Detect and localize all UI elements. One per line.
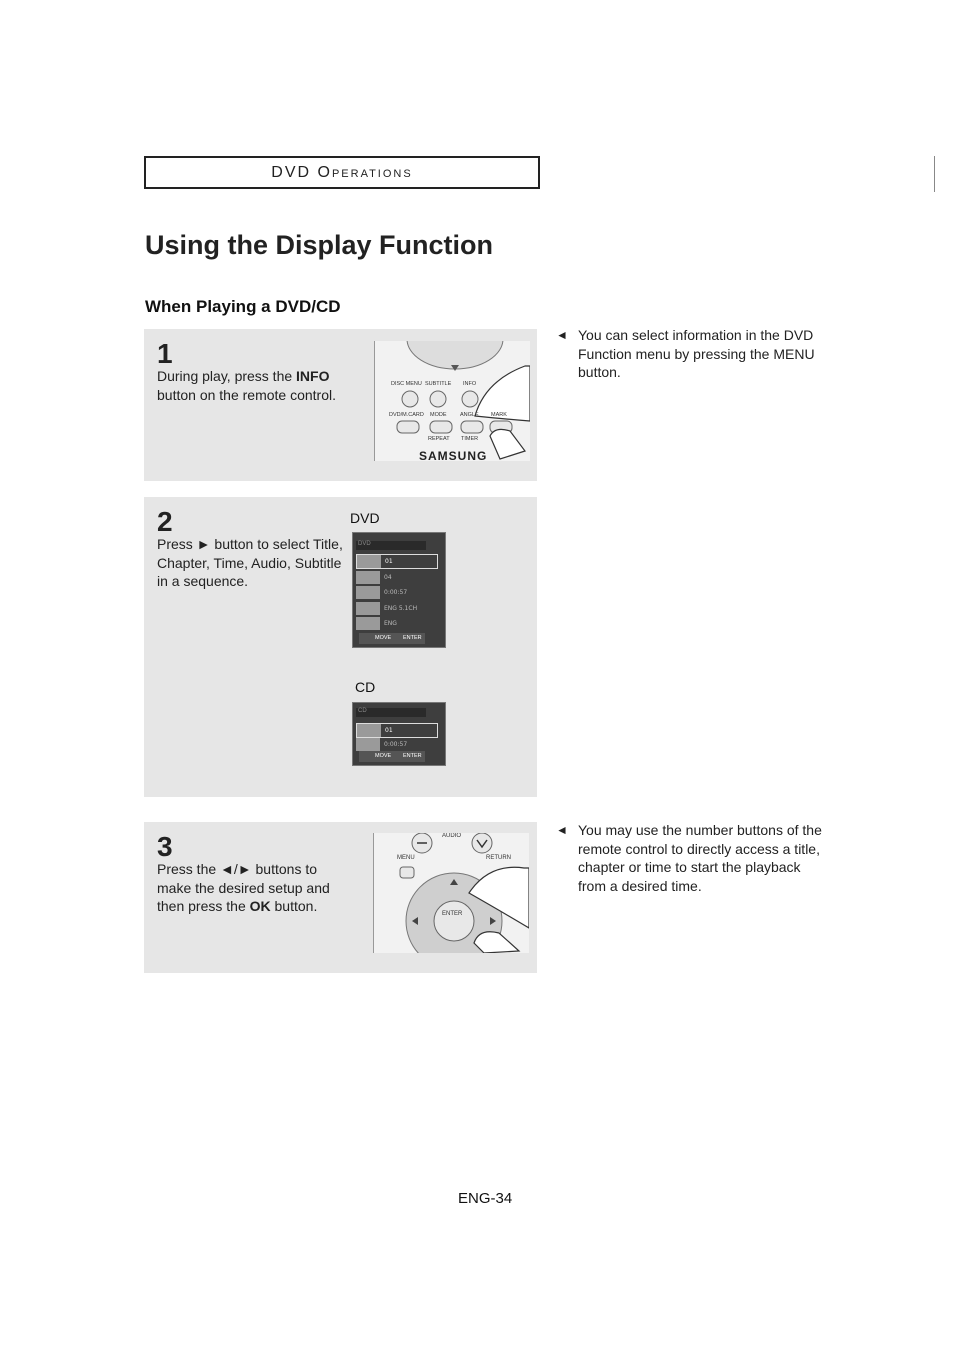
osd-row-subtitle: ENG [356, 617, 436, 630]
margin-rule [934, 156, 935, 192]
section-subtitle: When Playing a DVD/CD [145, 297, 341, 316]
disc-menu-label: DISC MENU [391, 381, 422, 387]
note-number-buttons [556, 821, 826, 895]
move-hint: MOVE [375, 753, 392, 759]
dvd-caption: DVD [350, 510, 380, 526]
osd-header: CD [356, 708, 426, 717]
note-text: You may use the number buttons of the remote control to directly access a title, chapter or time to start the playback from a desired time. [578, 822, 822, 894]
audio-label: AUDIO [442, 833, 462, 839]
time-icon [356, 586, 380, 599]
osd-row-title: 01 [356, 554, 438, 569]
enter-hint: ENTER [403, 635, 422, 641]
chapter-icon [356, 571, 380, 584]
left-arrow-icon: ◄ [556, 328, 568, 342]
mark-label: MARK [491, 412, 507, 418]
track-icon [357, 724, 381, 737]
return-label: RETURN [486, 855, 511, 861]
left-arrow-icon: ◄ [556, 823, 568, 837]
osd-row-time: 0:00:57 [356, 586, 436, 599]
osd-row-track: 01 [356, 723, 438, 738]
osd-row-audio: ENG 5.1CH [356, 602, 436, 615]
remote-illustration [374, 341, 530, 461]
enter-label: ENTER [442, 911, 463, 917]
subtitle-label: SUBTITLE [425, 381, 452, 387]
subtitle-icon [356, 617, 380, 630]
cd-osd-screen [352, 702, 446, 766]
page-title: Using the Display Function [145, 230, 494, 260]
step-instruction: During play, press the INFO button on the remote control. [157, 368, 336, 403]
note-menu [556, 326, 826, 382]
navigation-ring-graphic [374, 833, 529, 953]
osd-footer [359, 751, 425, 762]
section-header [144, 156, 540, 189]
step-2-panel [144, 497, 537, 797]
menu-label: MENU [397, 855, 415, 861]
move-hint: MOVE [375, 635, 392, 641]
step-number: 3 [157, 831, 173, 862]
step-instruction: Press the ◄/► buttons to make the desired setup and then press the OK button. [157, 861, 330, 914]
osd-footer [359, 633, 425, 644]
step-instruction: Press ► button to select Title, Chapter, Time, Audio, Subtitle in a sequence. [157, 536, 343, 589]
osd-row-time: 0:00:57 [356, 738, 436, 751]
audio-icon [356, 602, 380, 615]
dvd-osd-screen [352, 532, 446, 648]
osd-header: DVD [356, 541, 426, 550]
info-label: INFO [463, 381, 477, 387]
cd-caption: CD [355, 679, 376, 695]
mode-label: MODE [430, 412, 447, 418]
remote-navigation-illustration [373, 833, 529, 953]
step-number: 2 [157, 506, 173, 537]
repeat-label: REPEAT [428, 436, 450, 442]
brand-logo: SAMSUNG [419, 449, 488, 461]
angle-label: ANGLE [460, 412, 479, 418]
osd-row-chapter: 04 [356, 571, 436, 584]
title-icon [357, 555, 381, 568]
remote-buttons-graphic [375, 341, 530, 461]
time-icon [356, 738, 380, 751]
note-text: You can select information in the DVD Function menu by pressing the MENU button. [578, 327, 815, 380]
page-number: ENG-34 [458, 1190, 513, 1207]
step-number: 1 [157, 338, 173, 369]
enter-hint: ENTER [403, 753, 422, 759]
section-label: DVD Operations [271, 164, 413, 181]
dvd-mcard-label: DVD/M.CARD [389, 412, 424, 418]
timer-label: TIMER [461, 436, 479, 442]
step-3-panel [144, 822, 537, 973]
step-1-panel [144, 329, 537, 481]
